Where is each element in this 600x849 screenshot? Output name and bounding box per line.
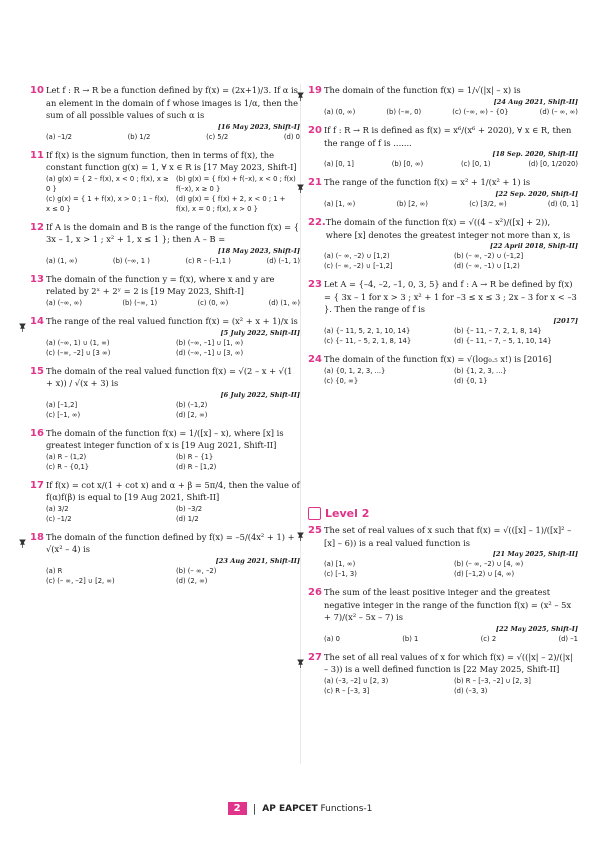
exam-source: [22 Sep. 2020, Shift-I] bbox=[495, 190, 578, 198]
answer-option: (a) [1, ∞) bbox=[324, 200, 356, 208]
answer-option: (a) [1, ∞) bbox=[324, 560, 356, 568]
question bbox=[30, 221, 300, 266]
answer-option: (b) –3/2 bbox=[176, 504, 203, 513]
question bbox=[308, 524, 578, 579]
page-number: 2 bbox=[228, 802, 247, 815]
answer-option: (b) [0, ∞) bbox=[391, 160, 424, 168]
question-text: The domain of the real valued function f(x) = √(2 – x + √(1 + x)) / √(x + 3) is bbox=[46, 365, 293, 388]
question-text: The set of real values of x such that f(x) = √(([x] – 1)/([x]² – [x] – 6)) is a real valued function is bbox=[324, 525, 572, 548]
question bbox=[30, 315, 300, 358]
answer-option: (c) {0, ∞} bbox=[324, 376, 359, 385]
answer-option: (d) (0, 1] bbox=[547, 200, 578, 208]
question bbox=[308, 124, 578, 169]
question-number: 18 bbox=[30, 531, 44, 543]
answer-option: (b) (– ∞, –2) bbox=[176, 566, 217, 575]
question bbox=[30, 479, 300, 524]
answer-option: (d) (–3, 3) bbox=[454, 686, 488, 695]
exam-source: [23 Aug 2021, Shift-II] bbox=[215, 556, 300, 565]
answer-option: (d) (– ∞, ∞) bbox=[539, 108, 578, 116]
right-column bbox=[308, 84, 578, 393]
page-footer bbox=[0, 802, 600, 815]
level-2-column bbox=[308, 524, 578, 703]
answer-option: (b) 1 bbox=[402, 634, 419, 643]
question-number: 25 bbox=[308, 525, 322, 536]
answer-option: (c) [0, 1) bbox=[461, 160, 491, 168]
question-number: 16 bbox=[30, 427, 44, 439]
answer-option: (b) (–1,2) bbox=[176, 400, 208, 409]
answer-option: (c) R – (–1,1 ) bbox=[185, 256, 231, 265]
answer-options bbox=[308, 634, 578, 644]
answer-option: (b) (– ∞, –2) ∪ [4, ∞) bbox=[454, 560, 524, 568]
answer-option: (d) [0, 1/2020) bbox=[528, 160, 578, 168]
answer-option: (d) (1, ∞) bbox=[268, 298, 300, 307]
question bbox=[308, 176, 578, 209]
question-number: 27 bbox=[308, 651, 322, 663]
answer-option: (a) 0 bbox=[324, 634, 340, 643]
answer-options bbox=[30, 132, 300, 142]
answer-option: (d) (–∞, –1] ∪ [3, ∞) bbox=[176, 348, 244, 357]
pin-icon bbox=[296, 86, 305, 95]
answer-options bbox=[30, 174, 300, 214]
answer-option: (c) 2 bbox=[480, 634, 497, 643]
answer-option: (a) (– ∞, –2) ∪ [1,2) bbox=[324, 252, 390, 260]
answer-option: (a) (0, ∞) bbox=[324, 108, 356, 116]
footer-title-text: Functions-1 bbox=[320, 803, 373, 814]
question bbox=[30, 84, 300, 142]
question-number: 14 bbox=[30, 315, 44, 327]
footer-divider: | bbox=[252, 802, 257, 815]
question-text: If f(x) is the signum function, then in terms of f(x), the constant function g(x) = 1, ∀ x ∈ R is [17 May 2023, Shift-I] bbox=[46, 149, 297, 172]
footer-title-bold: AP EAPCET bbox=[262, 803, 318, 814]
pin-icon bbox=[296, 653, 305, 662]
answer-options bbox=[308, 159, 578, 169]
answer-option: (c) R – [–3, 3] bbox=[324, 686, 370, 695]
answer-option: (d) –1 bbox=[558, 634, 578, 643]
answer-option: (d) 1/2 bbox=[176, 514, 199, 523]
answer-option: (a) (1, ∞) bbox=[46, 256, 78, 265]
pin-icon bbox=[18, 317, 27, 326]
answer-option: (c) (–∞, –2] ∪ [3 ∞) bbox=[46, 348, 111, 357]
answer-options bbox=[308, 199, 578, 209]
answer-option: (c) [–1, 3) bbox=[324, 570, 357, 578]
answer-option: (b) (–∞, –1] ∪ [1, ∞) bbox=[176, 338, 244, 347]
answer-option: (b) (–∞, 1) bbox=[122, 298, 158, 307]
answer-option: (b) 1/2 bbox=[127, 132, 151, 141]
answer-options bbox=[30, 338, 300, 358]
question bbox=[308, 353, 578, 386]
question-number: 13 bbox=[30, 273, 44, 285]
answer-options bbox=[308, 559, 578, 579]
answer-option: (c) (–∞, ∞) – {0} bbox=[452, 108, 509, 116]
question bbox=[308, 216, 578, 271]
question-text: Let f : R → R be a function defined by f(x) = (2x+1)/3. If α is an element in the domain of f whose images is 1/α, then the sum of all possible values of such α is bbox=[46, 85, 299, 120]
question-text: Let A = {–4, –2, –1, 0, 3, 5} and f : A → R be defined by f(x) = { 3x – 1 for x > 3 ; x² + 1 for –3 ≤ x ≤ 3 ; 2x – 3 for x < –3 }. Then the range of f is bbox=[324, 279, 577, 314]
question-number: 10 bbox=[30, 85, 44, 96]
pin-icon bbox=[296, 526, 305, 535]
answer-option: (b) R – {1} bbox=[176, 452, 214, 461]
question-number: 22. bbox=[308, 217, 326, 228]
answer-options bbox=[308, 366, 578, 386]
exam-source: [18 May 2023, Shift-I] bbox=[217, 246, 300, 255]
question-number: 20 bbox=[308, 125, 322, 136]
answer-option: (a) –1/2 bbox=[46, 132, 72, 141]
answer-option: (a) R – (1,2) bbox=[46, 452, 87, 461]
answer-options bbox=[308, 676, 578, 696]
left-column bbox=[30, 84, 300, 593]
question-text: If f : R → R is defined as f(x) = x⁶/(x⁶ + 2020), ∀ x ∈ R, then the range of f is ....... bbox=[324, 125, 572, 148]
answer-option: (c) (– ∞, –2) ∪ [–1,2] bbox=[324, 262, 393, 270]
question bbox=[30, 427, 300, 472]
answer-option: (c) (0, ∞) bbox=[197, 298, 229, 307]
answer-option: (b) (–∞, 0) bbox=[386, 108, 422, 116]
answer-option: (c) {– 11, – 5, 2, 1, 8, 14} bbox=[324, 336, 412, 345]
answer-option: (d) (– ∞, –1) ∪ [1,2) bbox=[454, 262, 520, 270]
footer-title bbox=[262, 804, 372, 814]
question-text: The range of the real valued function f(x) = (x² + x + 1)/x is bbox=[46, 315, 298, 326]
answer-options bbox=[30, 452, 300, 472]
question bbox=[308, 651, 578, 696]
answer-option: (a) (–∞, ∞) bbox=[46, 298, 82, 307]
question-text: The domain of the function f(x) = √(log₀.₅ x!) is [2016] bbox=[324, 353, 552, 364]
level-icon bbox=[308, 507, 321, 520]
answer-option: (c) (– ∞, –2] ∪ [2, ∞) bbox=[46, 576, 115, 585]
answer-option: (d) {– 11, – 7, – 5, 1, 10, 14} bbox=[454, 336, 552, 345]
question bbox=[30, 365, 300, 420]
question-text: The domain of the function defined by f(x) = –5/(4x² + 1) + √(x² – 4) is bbox=[46, 531, 295, 554]
answer-option: (c) g(x) = { 1 + f(x), x > 0 ; 1 – f(x), x ≤ 0 } bbox=[46, 194, 169, 213]
question-text: The set of all real values of x for which f(x) = √((|x| – 2)/(|x| – 3)) is a well defined function is [22 May 2025, Shift-II] bbox=[324, 651, 573, 674]
answer-option: (a) {– 11, 5, 2, 1, 10, 14} bbox=[324, 326, 411, 335]
answer-option: (a) (–∞, 1) ∪ (1, ∞) bbox=[46, 338, 110, 347]
question-text: If A is the domain and B is the range of the function f(x) = { 3x – 1, x > 1 ; x² + 1, x ≤ 1 }; then A – B = bbox=[46, 221, 300, 244]
question-text: The domain of the function f(x) = √((4 – x²)/([x] + 2)), where [x] denotes the greatest integer not more than x, is bbox=[325, 217, 571, 240]
question-number: 12 bbox=[30, 221, 44, 233]
answer-option: (c) R – {0,1} bbox=[46, 462, 90, 471]
question-text: If f(x) = cot x/(1 + cot x) and α + β = 5π/4, then the value of f(α)f(β) is equal to [19 Aug 2021, Shift-II] bbox=[46, 479, 300, 502]
question-text: The sum of the least positive integer and the greatest negative integer in the range of the function f(x) = (x² – 5x + 7)/(x² – 5x – 7) is bbox=[324, 587, 572, 622]
answer-option: (c) [–1, ∞) bbox=[46, 410, 81, 419]
question-number: 26 bbox=[308, 587, 322, 598]
question-number: 15 bbox=[30, 365, 44, 377]
question-number: 19 bbox=[308, 85, 322, 96]
answer-option: (c) 5/2 bbox=[206, 132, 229, 141]
exam-source: [21 May 2025, Shift-II] bbox=[492, 550, 578, 558]
pin-icon bbox=[296, 178, 305, 187]
exam-source: [22 April 2018, Shift-II] bbox=[489, 242, 578, 250]
answer-option: (d) (2, ∞) bbox=[176, 576, 208, 585]
answer-option: (b) {1, 2, 3, ...} bbox=[454, 366, 507, 375]
exam-source: [5 July 2022, Shift-II] bbox=[220, 328, 300, 337]
exam-source: [22 May 2025, Shift-I] bbox=[495, 624, 578, 633]
answer-options bbox=[30, 256, 300, 266]
answer-options bbox=[308, 326, 578, 346]
question-text: The domain of the function y = f(x), where x and y are related by 2ˣ + 2ʸ = 2 is [19 May 2023, Shift-I] bbox=[46, 273, 275, 296]
exam-source: [16 May 2023, Shift-I] bbox=[217, 122, 300, 131]
answer-option: (a) (–3, –2] ∪ [2, 3) bbox=[324, 676, 389, 685]
exam-source: [6 July 2022, Shift-II] bbox=[220, 390, 300, 399]
question bbox=[30, 531, 300, 586]
answer-option: (a) [–1,2] bbox=[46, 400, 78, 409]
answer-option: (c) –1/2 bbox=[46, 514, 72, 523]
question-number: 11 bbox=[30, 149, 44, 161]
answer-option: (a) [0, 1] bbox=[324, 160, 354, 168]
exam-source: [2017] bbox=[553, 316, 578, 325]
question bbox=[30, 273, 300, 308]
question-text: The domain of the function f(x) = 1/([x] – x), where [x] is greatest integer function of x is [19 Aug 2021, Shift-II] bbox=[46, 427, 284, 450]
answer-option: (c) [3/2, ∞) bbox=[469, 200, 507, 208]
answer-option: (b) R – [–3, –2] ∪ [2, 3] bbox=[454, 676, 531, 685]
question bbox=[308, 586, 578, 644]
answer-options bbox=[30, 400, 300, 420]
question-text: The range of the function f(x) = x² + 1/(x² + 1) is bbox=[324, 177, 531, 187]
question bbox=[308, 84, 578, 117]
question bbox=[308, 278, 578, 346]
answer-option: (a) {0, 1, 2, 3, ...} bbox=[324, 366, 386, 375]
answer-option: (a) R bbox=[46, 566, 63, 575]
answer-option: (d) [–1,2) ∪ [4, ∞) bbox=[454, 570, 515, 578]
answer-option: (d) R – [1,2) bbox=[176, 462, 217, 471]
question-number: 21 bbox=[308, 177, 322, 188]
question bbox=[30, 149, 300, 214]
question-text: The domain of the function f(x) = 1/√(|x| – x) is bbox=[324, 85, 521, 95]
question-number: 17 bbox=[30, 479, 44, 491]
answer-option: (d) (–1, 1) bbox=[266, 256, 300, 265]
answer-option: (d) [2, ∞) bbox=[176, 410, 208, 419]
answer-option: (b) (–∞, 1 ) bbox=[112, 256, 150, 265]
answer-options bbox=[30, 566, 300, 586]
answer-option: (b) {– 11, – 7, 2, 1, 8, 14} bbox=[454, 326, 542, 335]
answer-option: (d) g(x) = { f(x) + 2, x < 0 ; 1 + f(x), x = 0 ; f(x), x > 0 } bbox=[176, 194, 286, 213]
answer-option: (d) {0, 1} bbox=[454, 376, 488, 385]
answer-option: (a) 3/2 bbox=[46, 504, 69, 513]
level-heading bbox=[308, 507, 369, 520]
pin-icon bbox=[18, 533, 27, 542]
exam-source: [24 Aug 2021, Shift-II] bbox=[493, 98, 578, 106]
exam-source: [18 Sep. 2020, Shift-II] bbox=[492, 150, 578, 158]
answer-option: (a) g(x) = { 2 – f(x), x < 0 ; f(x), x ≥ 0 } bbox=[46, 174, 169, 193]
level-title: Level 2 bbox=[325, 507, 370, 520]
answer-options bbox=[30, 298, 300, 308]
answer-options bbox=[308, 251, 578, 271]
question-number: 24 bbox=[308, 353, 322, 365]
answer-option: (b) [2, ∞) bbox=[396, 200, 428, 208]
answer-option: (b) (– ∞, –2) ∪ (–1,2] bbox=[454, 252, 524, 260]
answer-option: (d) 0 bbox=[283, 132, 300, 141]
answer-options bbox=[308, 107, 578, 117]
answer-option: (b) g(x) = { f(x) + f(–x), x < 0 ; f(x) f(–x), x ≥ 0 } bbox=[176, 174, 296, 193]
answer-options bbox=[30, 504, 300, 524]
question-number: 23 bbox=[308, 279, 322, 290]
